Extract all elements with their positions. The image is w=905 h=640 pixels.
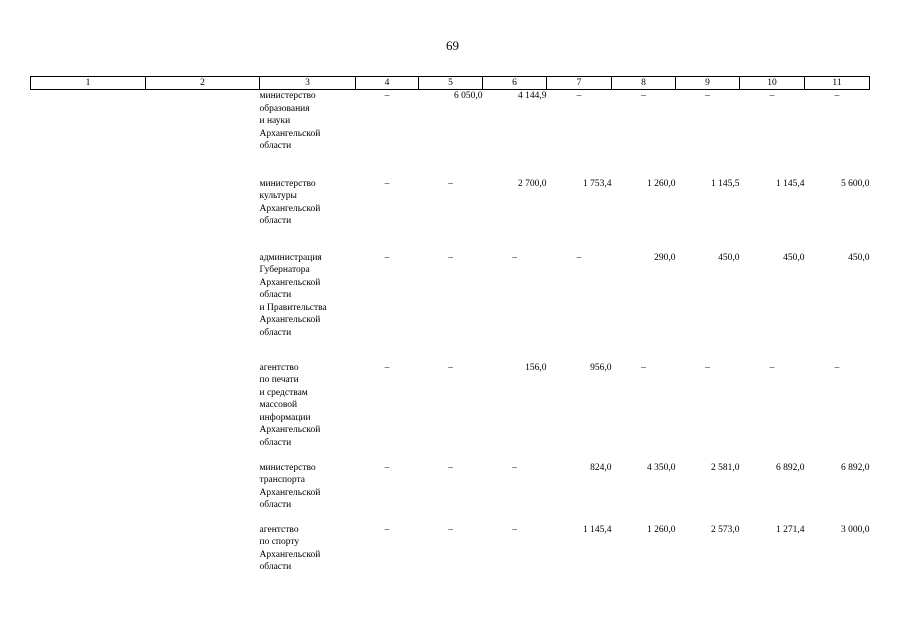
value-cell: 5 600,0 [841, 178, 870, 189]
table-row [31, 178, 870, 252]
empty-cell [31, 90, 146, 178]
column-header: 11 [805, 77, 870, 90]
empty-cell [146, 462, 260, 524]
value-cell: – [384, 462, 390, 473]
value-cell: 1 145,4 [776, 178, 805, 189]
organization-name: министерство образования и науки Архангельской области [259, 91, 321, 151]
value-cell: – [448, 178, 453, 189]
column-header: 8 [612, 77, 676, 90]
page-number: 69 [446, 38, 459, 53]
value-cell: – [834, 362, 840, 373]
organization-name: министерство культуры Архангельской области [259, 178, 321, 226]
table-header-row [31, 77, 870, 90]
value-cell: 1 145,5 [711, 178, 740, 189]
empty-cell [146, 524, 260, 584]
value-cell: – [448, 524, 453, 535]
column-header: 1 [31, 77, 146, 90]
value-cell: – [576, 252, 582, 263]
empty-cell [146, 178, 260, 252]
table-row [31, 462, 870, 524]
table-row [31, 252, 870, 362]
value-cell: 450,0 [783, 252, 805, 263]
value-cell: 1 145,4 [583, 524, 612, 535]
value-cell: 2 581,0 [711, 462, 740, 473]
value-cell: 6 892,0 [776, 462, 805, 473]
column-header: 7 [547, 77, 612, 90]
value-cell: – [448, 462, 453, 473]
budget-table [30, 76, 870, 584]
table-row [31, 524, 870, 584]
value-cell: – [641, 362, 646, 373]
column-header: 2 [146, 77, 260, 90]
value-cell: 290,0 [654, 252, 676, 263]
value-cell: 1 260,0 [647, 178, 676, 189]
column-header: 9 [676, 77, 740, 90]
value-cell: – [384, 178, 390, 189]
value-cell: – [512, 524, 517, 535]
table-row [31, 362, 870, 462]
empty-cell [31, 462, 146, 524]
empty-cell [31, 524, 146, 584]
value-cell: 4 144,9 [518, 91, 547, 101]
value-cell: – [705, 362, 710, 373]
value-cell: 3 000,0 [841, 524, 870, 535]
organization-name: агентство по спорту Архангельской области [259, 524, 321, 572]
value-cell: 2 573,0 [711, 524, 740, 535]
organization-name: администрация Губернатора Архангельской области и Правительства Архангельской области [259, 252, 327, 338]
empty-cell [31, 362, 146, 462]
column-header: 10 [740, 77, 805, 90]
value-cell: – [512, 462, 517, 473]
column-header: 3 [260, 77, 356, 90]
empty-cell [146, 362, 260, 462]
empty-cell [31, 252, 146, 362]
value-cell: – [448, 252, 453, 263]
value-cell: 6 892,0 [841, 462, 870, 473]
value-cell: 450,0 [848, 252, 870, 263]
value-cell: 1 271,4 [776, 524, 805, 535]
value-cell: – [769, 91, 775, 101]
empty-cell [146, 252, 260, 362]
value-cell: – [384, 524, 390, 535]
value-cell: 956,0 [590, 362, 612, 373]
value-cell: 2 700,0 [518, 178, 547, 189]
value-cell: – [705, 91, 710, 101]
organization-name: агентство по печати и средствам массовой информации Архангельской области [259, 362, 321, 448]
value-cell: – [448, 362, 453, 373]
value-cell: – [384, 91, 390, 101]
table-row [31, 90, 870, 178]
value-cell: – [384, 362, 390, 373]
value-cell: – [834, 91, 840, 101]
value-cell: 4 350,0 [647, 462, 676, 473]
empty-cell [146, 90, 260, 178]
empty-cell [31, 178, 146, 252]
value-cell: 6 050,0 [454, 91, 483, 101]
value-cell: 156,0 [525, 362, 547, 373]
value-cell: – [769, 362, 775, 373]
value-cell: – [384, 252, 390, 263]
value-cell: 1 753,4 [583, 178, 612, 189]
column-header: 5 [419, 77, 483, 90]
column-header: 4 [356, 77, 419, 90]
value-cell: – [512, 252, 517, 263]
organization-name: министерство транспорта Архангельской области [259, 462, 321, 510]
column-header: 6 [483, 77, 547, 90]
value-cell: 450,0 [718, 252, 740, 263]
value-cell: 824,0 [590, 462, 612, 473]
value-cell: 1 260,0 [647, 524, 676, 535]
value-cell: – [641, 91, 646, 101]
value-cell: – [576, 91, 582, 101]
